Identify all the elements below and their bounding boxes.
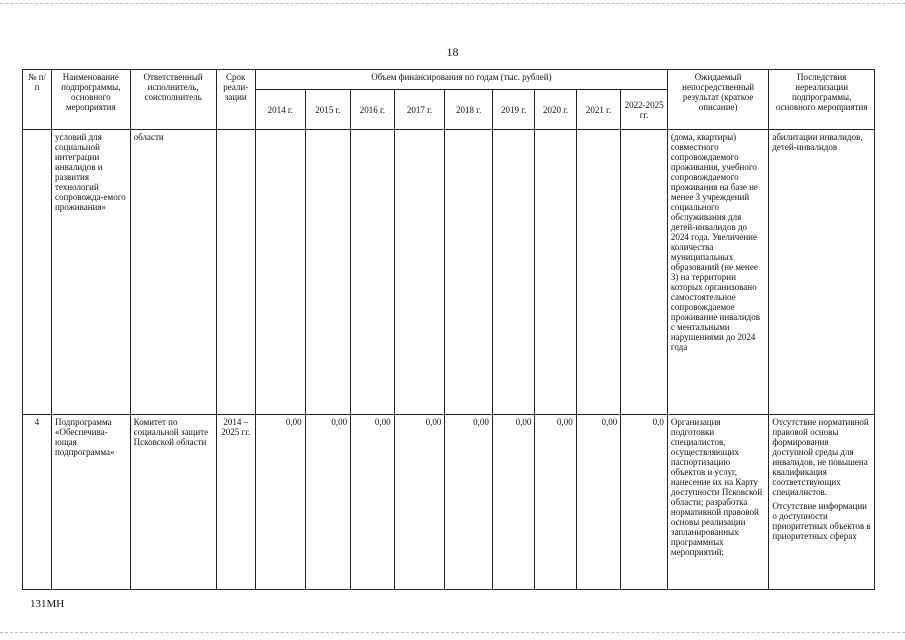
row-value: 0,00	[305, 415, 351, 590]
header-consequences: Последствия нереализации подпрограммы, основного мероприятия	[769, 70, 875, 130]
header-expected: Ожидаемый непосредственный результат (краткое описание)	[667, 70, 768, 130]
row-value	[351, 130, 394, 415]
page-number: 18	[446, 45, 459, 59]
row-consequences: Отсутствие нормативной правовой основы формирования доступной среды для инвалидов, не повышена квалификация соответствующих специалистов.	[772, 417, 869, 497]
row-expected: Организация подготовки специалистов, осуществляющих паспортизацию объектов и услуг, нанесение их на Карту доступности Псковской области; разработка нормативной правовой основы реализации запланированных программных мероприятий;	[667, 415, 768, 590]
row-value	[535, 130, 576, 415]
row-value	[621, 130, 668, 415]
row-value: 0,00	[535, 415, 576, 590]
row-consequences: абилитации инвалидов, детей-инвалидов	[769, 130, 875, 415]
header-year: 2019 г.	[492, 90, 534, 130]
row-value: 0,00	[351, 415, 394, 590]
row-responsible: области	[130, 130, 216, 415]
row-name: условий для социальной интеграции инвалидов и развития технологий сопровожда-емого проживания»	[51, 130, 130, 415]
table-row	[23, 415, 875, 590]
row-value: 0,00	[492, 415, 534, 590]
row-value: 0,00	[445, 415, 493, 590]
header-year: 2021 г.	[576, 90, 621, 130]
row-value: 0,00	[576, 415, 621, 590]
row-value	[492, 130, 534, 415]
row-num: 4	[23, 415, 52, 590]
header-year: 2020 г.	[535, 90, 576, 130]
row-expected: (дома, квартиры) совместного сопровождаемого проживания, учебного сопровождаемого проживания на базе не менее 3 учреждений социального обслуживания для детей-инвалидов до 2024 года. Увеличение количества муниципальных образований (не менее 3) на территории которых организовано самостоятельное сопровождаемое проживание инвалидов с ментальными нарушениями до 2024 года	[667, 130, 768, 415]
header-name: Наименование подпрограммы, основного мероприятия	[51, 70, 130, 130]
row-value: 0,0	[621, 415, 668, 590]
row-value	[394, 130, 445, 415]
header-year: 2014 г.	[255, 90, 305, 130]
row-responsible: Комитет по социальной защите Псковской области	[130, 415, 216, 590]
header-year: 2017 г.	[394, 90, 445, 130]
row-name: Подпрограмма «Обеспечива-ющая подпрограмма»	[51, 415, 130, 590]
row-value	[445, 130, 493, 415]
row-value	[255, 130, 305, 415]
row-term: 2014 – 2025 гг.	[216, 415, 255, 590]
header-term: Срок реали-зации	[216, 70, 255, 130]
header-num: № п/п	[23, 70, 52, 130]
header-year: 2015 г.	[305, 90, 351, 130]
financing-table	[22, 69, 875, 590]
row-value: 0,00	[394, 415, 445, 590]
header-financing: Объем финансирования по годам (тыс. рублей)	[255, 70, 667, 90]
row-value: 0,00	[255, 415, 305, 590]
row-consequences-extra: Отсутствие информации о доступности приоритетных объектов в приоритетных сферах	[772, 501, 871, 541]
header-responsible: Ответственный исполнитель, соисполнитель	[130, 70, 216, 130]
row-term	[216, 130, 255, 415]
row-value	[305, 130, 351, 415]
top-scan-edge	[0, 3, 905, 4]
row-value	[576, 130, 621, 415]
bottom-scan-edge	[0, 632, 905, 633]
header-year: 2022-2025 гг.	[621, 90, 668, 130]
row-consequences-cell	[769, 415, 875, 590]
header-year: 2016 г.	[351, 90, 394, 130]
header-year: 2018 г.	[445, 90, 493, 130]
footer-code: 131МН	[30, 598, 65, 610]
row-num	[23, 130, 52, 415]
table-row	[23, 130, 875, 415]
